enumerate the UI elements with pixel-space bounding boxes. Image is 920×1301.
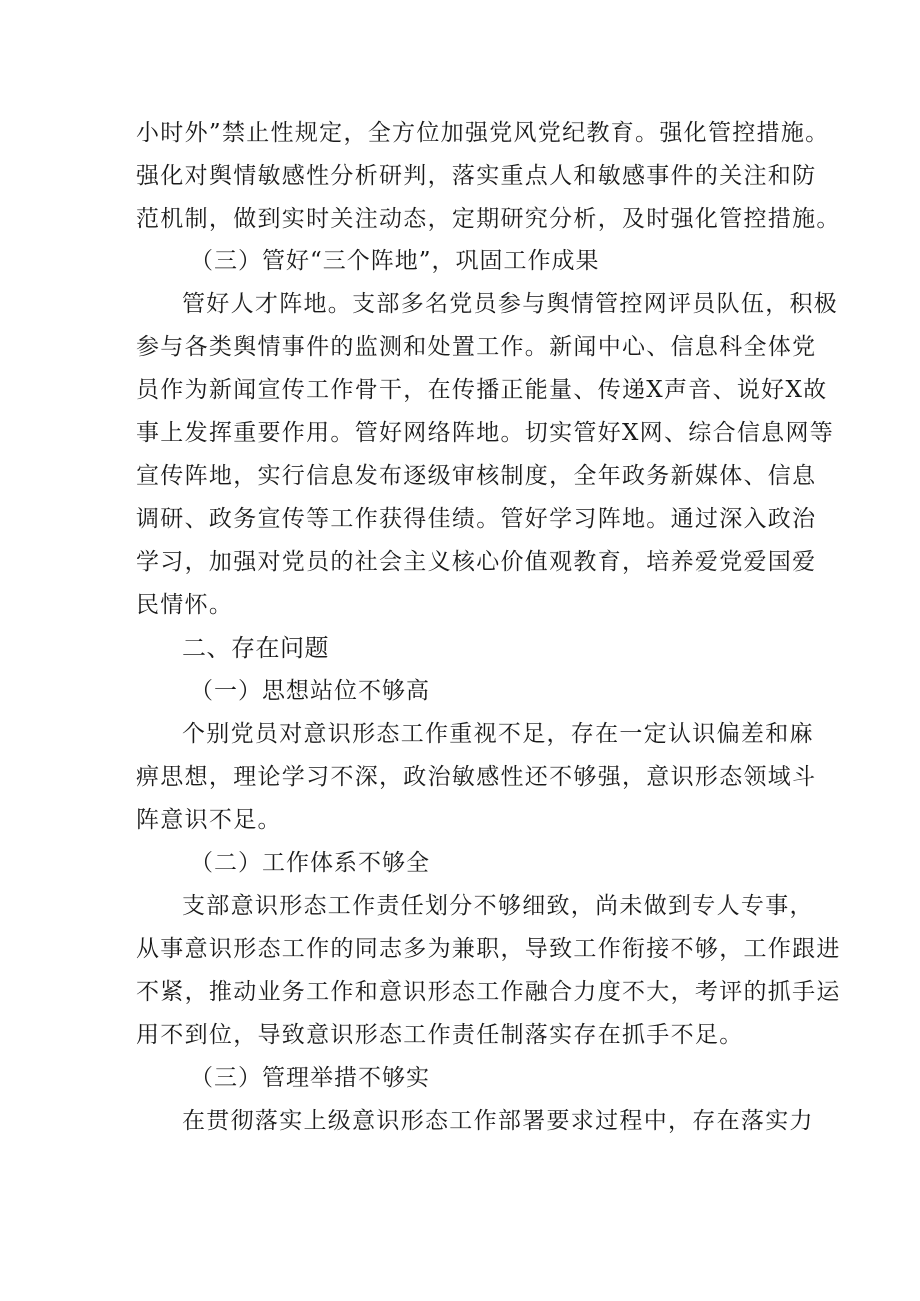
paragraph-line: 宣传阵地，实行信息发布逐级审核制度，全年政务新媒体、信息 xyxy=(136,463,817,489)
paragraph-line: 用不到位，导致意识形态工作责任制落实存在抓手不足。 xyxy=(136,1022,744,1048)
paragraph-line: 小时外”禁止性规定，全方位加强党风党纪教育。强化管控措施。 xyxy=(136,120,830,146)
section-subheading: （三）管理举措不够实 xyxy=(190,1065,430,1091)
paragraph-line: 事上发挥重要作用。管好网络阵地。切实管好X网、综合信息网等 xyxy=(136,420,835,446)
section-subheading: （三）管好“三个阵地”，巩固工作成果 xyxy=(190,248,600,274)
paragraph-line: 强化对舆情敏感性分析研判，落实重点人和敏感事件的关注和防 xyxy=(136,163,817,189)
paragraph-line: 痹思想，理论学习不深，政治敏感性还不够强，意识形态领域斗 xyxy=(136,764,817,790)
paragraph-first-line: 在贯彻落实上级意识形态工作部署要求过程中，存在落实力 xyxy=(182,1108,814,1134)
paragraph-line: 调研、政务宣传等工作获得佳绩。管好学习阵地。通过深入政治 xyxy=(136,506,817,532)
section-subheading: （二）工作体系不够全 xyxy=(190,850,430,876)
paragraph-line: 学习，加强对党员的社会主义核心价值观教育，培养爱党爱国爱 xyxy=(136,549,817,575)
paragraph-line: 阵意识不足。 xyxy=(136,807,282,833)
section-subheading: （一）思想站位不够高 xyxy=(190,678,430,704)
paragraph-line: 民情怀。 xyxy=(136,592,234,618)
paragraph-first-line: 支部意识形态工作责任划分不够细致，尚未做到专人专事， xyxy=(182,893,814,919)
paragraph-line: 从事意识形态工作的同志多为兼职，导致工作衔接不够，工作跟进 xyxy=(136,936,841,962)
paragraph-line: 范机制，做到实时关注动态，定期研究分析，及时强化管控措施。 xyxy=(136,206,841,232)
paragraph-line: 不紧，推动业务工作和意识形态工作融合力度不大，考评的抓手运 xyxy=(136,979,841,1005)
section-heading: 二、存在问题 xyxy=(182,634,329,662)
paragraph-line: 员作为新闻宣传工作骨干，在传播正能量、传递X声音、说好X故 xyxy=(136,377,828,403)
paragraph-first-line: 个别党员对意识形态工作重视不足，存在一定认识偏差和麻 xyxy=(182,721,814,747)
paragraph-line: 参与各类舆情事件的监测和处置工作。新闻中心、信息科全体党 xyxy=(136,334,817,360)
paragraph-first-line: 管好人才阵地。支部多名党员参与舆情管控网评员队伍，积极 xyxy=(182,291,839,317)
